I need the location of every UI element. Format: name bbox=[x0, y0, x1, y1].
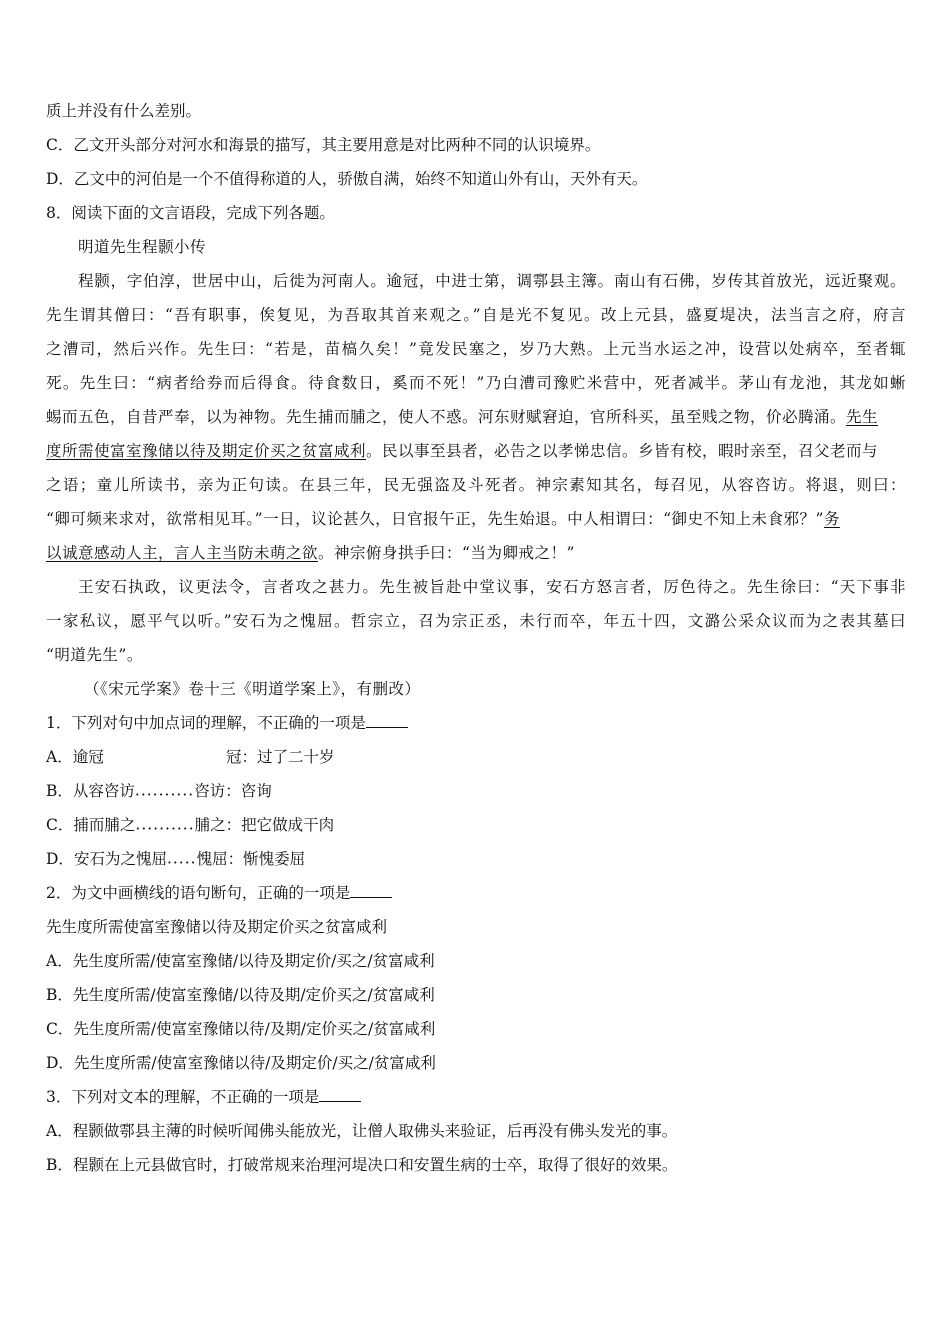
underlined-text: 先生 bbox=[846, 408, 879, 426]
passage-line bbox=[46, 542, 906, 564]
passage-text: 之漕司，然后兴作。先生曰：“若是，苗槁久矣！”竟发民塞之，岁乃大熟。上元当水运之冲，设营以处病卒，至者辄 bbox=[46, 340, 906, 358]
option-label: A． bbox=[46, 748, 73, 766]
passage-line bbox=[46, 610, 906, 632]
question-8-heading: 8．阅读下面的文言语段，完成下列各题。 bbox=[46, 204, 335, 222]
q1-option-a[interactable] bbox=[46, 746, 906, 768]
question-1-stem bbox=[46, 712, 906, 734]
passage-text: 一家私议，愿平气以听。”安石为之愧屈。哲宗立，召为宗正丞，未行而卒，年五十四，文潞公采众议而为之表其墓曰 bbox=[46, 612, 906, 630]
option-label: C． bbox=[46, 816, 74, 834]
passage-text: 王安石执政，议更法令，言者攻之甚力。先生被旨赴中堂议事，安石方怒言者，厉色待之。先生徐曰：“天下事非 bbox=[78, 578, 906, 596]
q1-option-b[interactable] bbox=[46, 780, 906, 802]
emphasis-dots: ····· bbox=[166, 854, 197, 872]
passage-line bbox=[46, 508, 906, 530]
option-d-prev: D．乙文中的河伯是一个不值得称道的人，骄傲自满，始终不知道山外有山，天外有天。 bbox=[46, 170, 648, 188]
question-2-stem bbox=[46, 882, 906, 904]
answer-blank[interactable] bbox=[350, 882, 392, 898]
option-term: 安石为之愧屈 bbox=[73, 850, 167, 868]
q2-option-a[interactable]: A．先生度所需/使富室豫储/以待及期定价/买之/贫富咸利 bbox=[46, 952, 435, 970]
underlined-text: 以诚意感动人主，言人主当防未萌之欲 bbox=[46, 544, 319, 562]
passage-text: 之语；童儿所读书，亲为正句读。在县三年，民无强盗及斗死者。神宗素知其名，每召见，从容咨访。将退，则曰： bbox=[46, 476, 906, 494]
passage-line bbox=[46, 440, 906, 462]
option-gloss: 愧屈：惭愧委屈 bbox=[196, 850, 306, 868]
passage-line bbox=[46, 406, 906, 428]
option-label: D． bbox=[46, 850, 74, 868]
option-c-prev: C．乙文开头部分对河水和海景的描写，其主要用意是对比两种不同的认识境界。 bbox=[46, 136, 601, 154]
passage-text: 程颢，字伯淳，世居中山，后徙为河南人。逾冠，中进士第，调鄠县主簿。南山有石佛，岁传其首放光，远近聚观。 bbox=[78, 272, 906, 290]
passage-text: 。民以事至县者，必告之以孝悌忠信。乡皆有校，暇时亲至，召父老而与 bbox=[366, 442, 879, 460]
option-gloss: 脯之：把它做成干肉 bbox=[194, 816, 335, 834]
option-gloss: 冠：过了二十岁 bbox=[226, 748, 335, 766]
passage-text: “卿可频来求对，欲常相见耳。”一日，议论甚久，日官报午正，先生始退。中人相谓曰：“御史不知上未食邪？” bbox=[46, 510, 824, 528]
q3-option-a[interactable]: A．程颢做鄠县主薄的时候听闻佛头能放光，让僧人取佛头来验证，后再没有佛头发光的事。 bbox=[46, 1122, 678, 1140]
passage-text: 死。先生曰：“病者给券而后得食。待食数日，奚而不死！”乃白漕司豫贮米营中，死者减半。茅山有龙池，其龙如蜥 bbox=[46, 374, 906, 392]
emphasis-dots: ·········· bbox=[135, 820, 195, 838]
underlined-text: 务 bbox=[823, 510, 840, 528]
passage-line bbox=[78, 576, 906, 598]
passage-source: （《宋元学案》卷十三《明道学案上》，有删改） bbox=[84, 680, 421, 698]
passage-text: 。神宗俯身拱手曰：“当为卿戒之！” bbox=[318, 544, 575, 562]
option-term: 捕而脯之 bbox=[73, 816, 136, 834]
q2-sentence: 先生度所需使富室豫储以待及期定价买之贫富咸利 bbox=[46, 918, 388, 936]
passage-line: “明道先生”。 bbox=[46, 646, 143, 664]
passage-text: 蜴而五色，自昔严奉，以为神物。先生捕而脯之，使人不惑。河东财赋窘迫，官所科买，虽至贱之物，价必腾涌。 bbox=[46, 408, 847, 426]
passage-line bbox=[46, 474, 906, 496]
option-gloss: 咨访：咨询 bbox=[194, 782, 272, 800]
q3-option-b[interactable]: B．程颢在上元县做官时，打破常规来治理河堤决口和安置生病的士卒，取得了很好的效果。 bbox=[46, 1156, 678, 1174]
q2-option-d[interactable]: D．先生度所需/使富室豫储以待/及期定价/买之/贫富咸利 bbox=[46, 1054, 436, 1072]
passage-text: 先生谓其僧曰：“吾有职事，俟复见，为吾取其首来观之。”自是光不复见。改上元县，盛夏堤决，法当言之府，府言 bbox=[46, 306, 906, 324]
q1-option-d[interactable] bbox=[46, 848, 906, 870]
passage-line bbox=[46, 304, 906, 326]
passage-line bbox=[78, 270, 906, 292]
option-term: 逾冠 bbox=[72, 748, 104, 766]
emphasis-dots: ·········· bbox=[134, 786, 195, 804]
underlined-text: 度所需使富室豫储以待及期定价买之贫富咸利 bbox=[46, 442, 367, 460]
question-text: 1．下列对句中加点词的理解，不正确的一项是 bbox=[46, 714, 366, 732]
question-text: 3．下列对文本的理解，不正确的一项是 bbox=[46, 1088, 320, 1106]
q2-option-b[interactable]: B．先生度所需/使富室豫储/以待及期/定价买之/贫富咸利 bbox=[46, 986, 435, 1004]
option-label: B． bbox=[46, 782, 73, 800]
passage-title: 明道先生程颢小传 bbox=[78, 238, 207, 256]
answer-blank[interactable] bbox=[366, 712, 408, 728]
question-3-stem bbox=[46, 1086, 906, 1108]
question-text: 2．为文中画横线的语句断句，正确的一项是 bbox=[46, 884, 351, 902]
option-term: 从容咨访 bbox=[72, 782, 135, 800]
answer-blank[interactable] bbox=[319, 1086, 361, 1102]
passage-line bbox=[46, 372, 906, 394]
q2-option-c[interactable]: C．先生度所需/使富室豫储以待/及期/定价买之/贫富咸利 bbox=[46, 1020, 436, 1038]
passage-line bbox=[46, 338, 906, 360]
text-line: 质上并没有什么差别。 bbox=[46, 102, 202, 120]
q1-option-c[interactable] bbox=[46, 814, 906, 836]
